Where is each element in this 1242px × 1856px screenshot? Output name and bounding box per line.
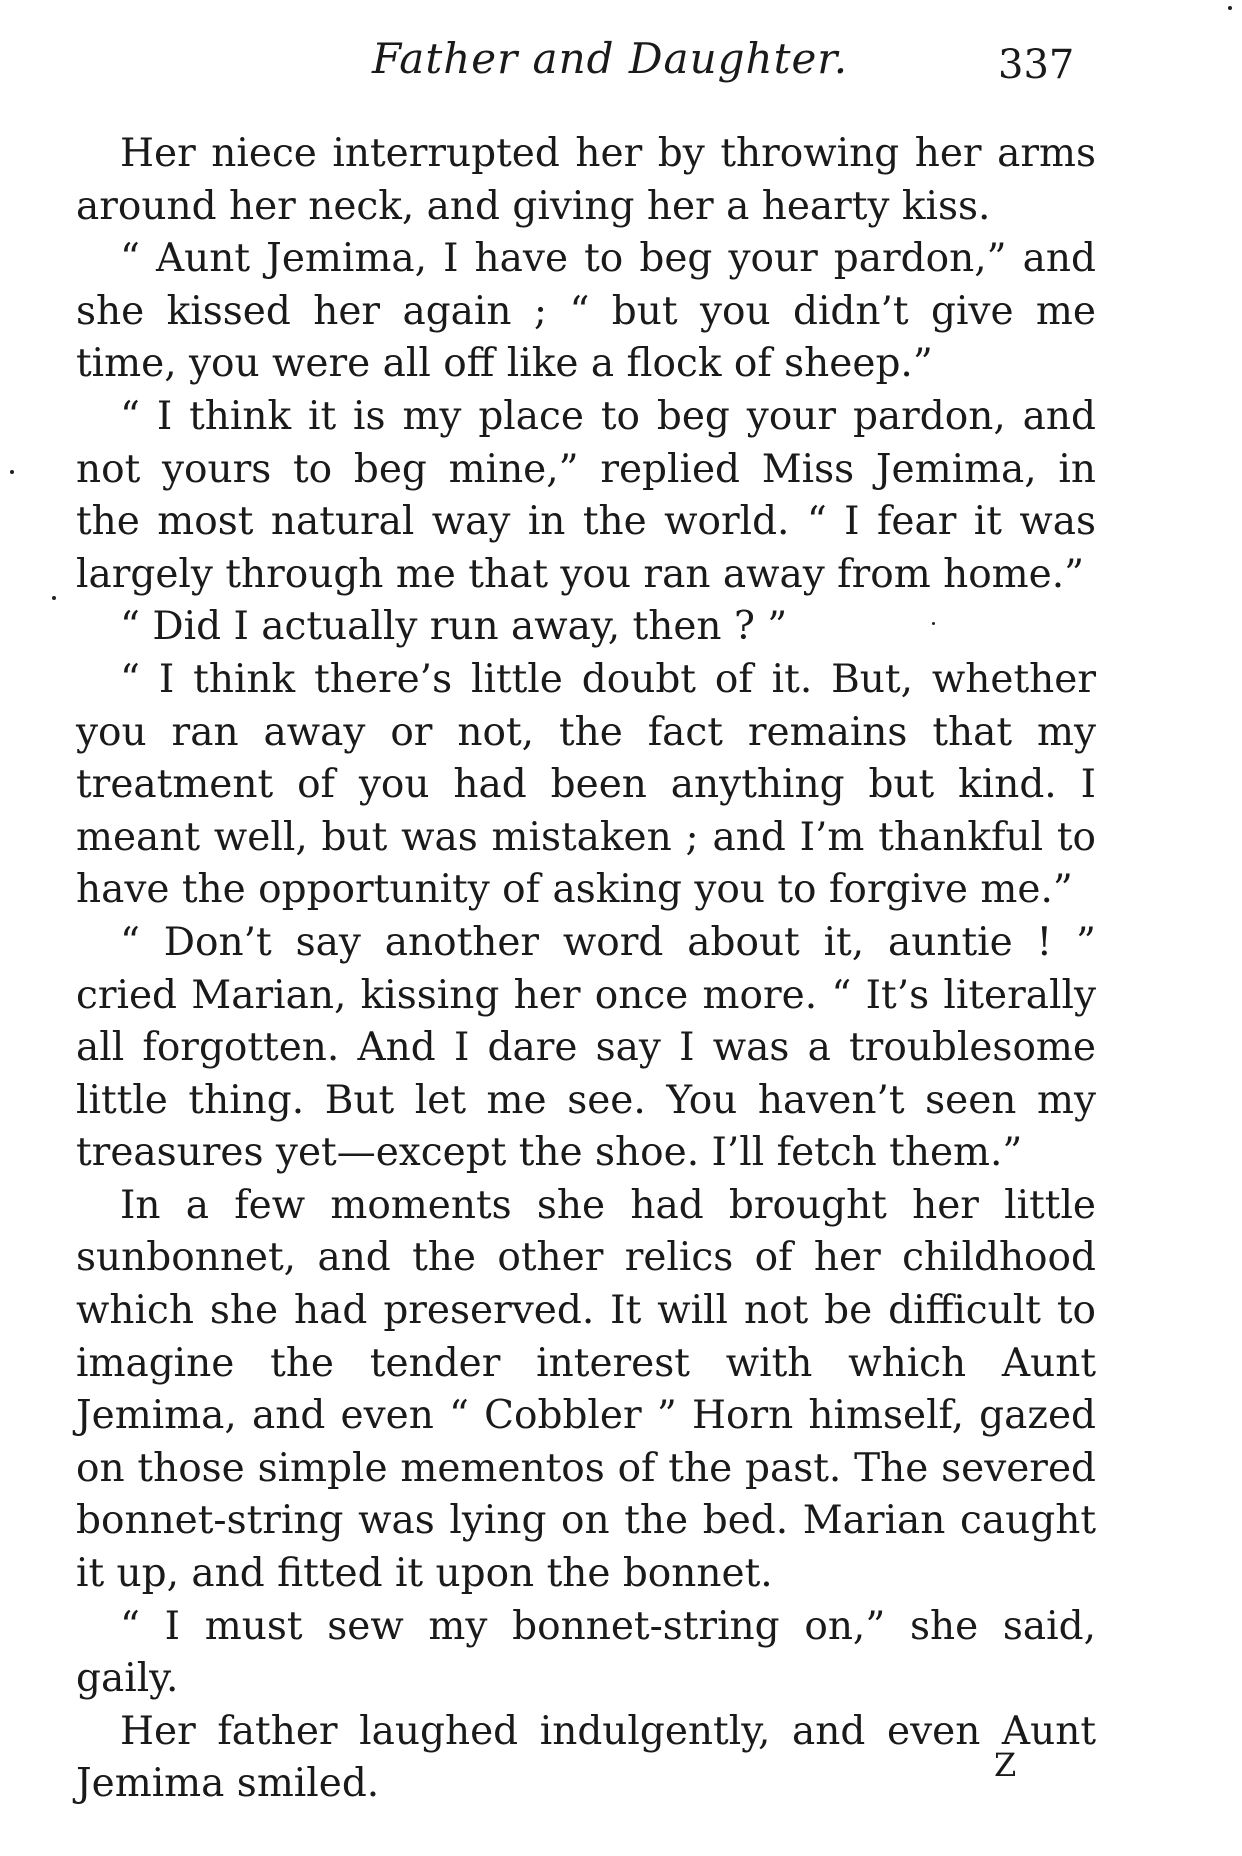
running-title: Father and Daughter. [372, 34, 849, 83]
paragraph-4: “ Did I actually run away, then ? ” [120, 604, 788, 650]
paragraph-1: Her niece interrupted her by throwing her arms around her neck, and giving her a hearty kiss. [76, 131, 1096, 229]
paragraph-8: “ I must sew my bonnet-string on,” she said, gaily. [76, 1603, 1096, 1702]
print-speck [1228, 6, 1232, 10]
print-speck [10, 470, 14, 474]
running-head [0, 30, 1242, 90]
print-speck [932, 622, 935, 625]
paragraph-6: “ Don’t say another word about it, auntie ! ” cried Marian, kissing her once more. “ It’s literally all forgotten. And I dare say I was a troublesome little thing. But let me see. You haven’t seen my treasures yet—except the shoe. I’ll fetch them.” [76, 919, 1096, 1176]
paragraph-3: “ I think it is my place to beg your pardon, and not yours to beg mine,” replied Miss Jemima, in the most natural way in the world. “ I fear it was largely through me that you ran away from home.” [76, 393, 1096, 597]
page-number: 337 [998, 42, 1075, 88]
signature-mark: Z [994, 1746, 1017, 1784]
paragraph-5: “ I think there’s little doubt of it. But, whether you ran away or not, the fact remains that my treatment of you had been anything but kind. I meant well, but was mistaken ; and I’m thankful to have the opportunity of asking you to forgive me.” [76, 656, 1096, 913]
print-speck [52, 596, 56, 600]
paragraph-9: Her father laughed indulgently, and even Aunt Jemima smiled. [76, 1708, 1096, 1807]
body-text [76, 128, 1096, 1811]
paragraph-7: In a few moments she had brought her little sunbonnet, and the other relics of her childhood which she had preserved. It will not be difficult to imagine the tender interest with which Aunt Jemima, and even “ Cobbler ” Horn himself, gazed on those simple mementos of the past. The severed bonnet-string was lying on the bed. Marian caught it up, and fitted it upon the bonnet. [76, 1182, 1096, 1597]
paragraph-2: “ Aunt Jemima, I have to beg your pardon,” and she kissed her again ; “ but you didn’t give me time, you were all off like a flock of sheep.” [76, 236, 1096, 387]
